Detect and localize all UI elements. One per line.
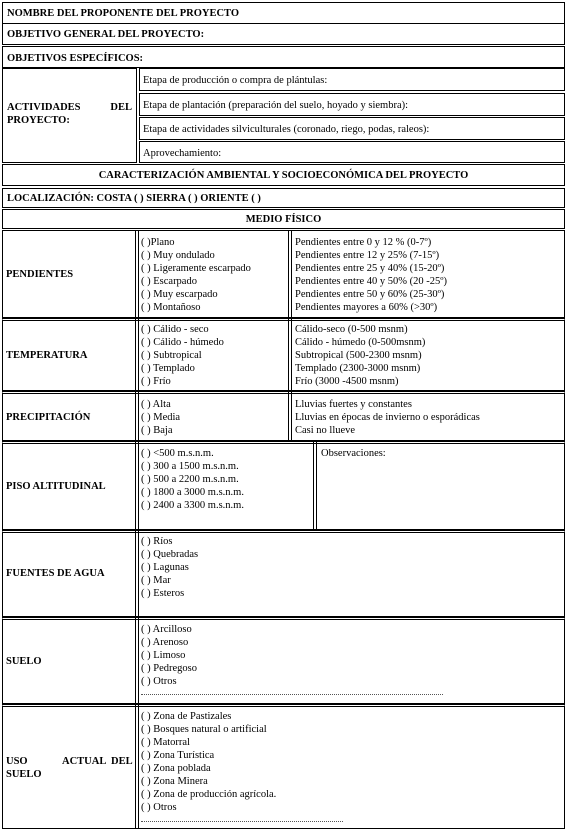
uso-option[interactable]: ( ) Zona poblada xyxy=(141,763,211,774)
piso-altitudinal-label: PISO ALTITUDINAL xyxy=(6,481,106,492)
pendientes-range: Pendientes entre 0 y 12 % (0-7º) xyxy=(295,237,432,248)
suelo-option[interactable]: ( ) Arenoso xyxy=(141,637,189,648)
actividades-label-line2: PROYECTO: xyxy=(7,115,70,126)
etapa-row-1 xyxy=(139,68,565,91)
piso-options xyxy=(141,447,244,512)
precipitacion-option[interactable]: ( ) Media xyxy=(141,412,181,423)
piso-option[interactable]: ( ) 2400 a 3300 m.s.n.m. xyxy=(141,500,244,511)
proponente-row xyxy=(2,2,565,24)
piso-option[interactable]: ( ) <500 m.s.n.m. xyxy=(141,448,214,459)
etapa-row-3 xyxy=(139,117,565,140)
actividades-label-left: ACTIVIDADES xyxy=(7,102,81,113)
temperatura-option[interactable]: ( ) Cálido - seco xyxy=(141,324,209,335)
caracterizacion-title: CARACTERIZACIÓN AMBIENTAL Y SOCIOECONÓMICA DEL PROYECTO xyxy=(98,170,469,181)
pendientes-range: Pendientes entre 40 y 50% (20 -25º) xyxy=(295,276,447,287)
etapa-2-label: Etapa de plantación (preparación del suelo, hoyado y siembra): xyxy=(143,100,409,111)
pendientes-label: PENDIENTES xyxy=(6,269,74,280)
medio-fisico-title: MEDIO FÍSICO xyxy=(245,214,322,225)
pendientes-range: Pendientes mayores a 60% (>30º) xyxy=(295,302,438,313)
piso-option[interactable]: ( ) 300 a 1500 m.s.n.m. xyxy=(141,461,239,472)
piso-divider-2 xyxy=(313,441,317,530)
proponente-label: NOMBRE DEL PROPONENTE DEL PROYECTO xyxy=(7,8,240,19)
fuentes-divider xyxy=(135,530,139,617)
pendientes-range: Pendientes entre 25 y 40% (15-20º) xyxy=(295,263,445,274)
pendientes-divider-1 xyxy=(135,230,139,318)
uso-fill-line[interactable] xyxy=(141,821,343,822)
temperatura-option[interactable]: ( ) Templado xyxy=(141,363,195,374)
pendientes-option[interactable]: ( ) Ligeramente escarpado xyxy=(141,263,251,274)
temperatura-options xyxy=(141,323,224,388)
temperatura-option[interactable]: ( ) Cálido - húmedo xyxy=(141,337,224,348)
uso-label-mid: ACTUAL xyxy=(62,756,107,767)
uso-label-line2: SUELO xyxy=(6,769,42,780)
fuentes-option[interactable]: ( ) Esteros xyxy=(141,588,185,599)
pendientes-option[interactable]: ( ) Montañoso xyxy=(141,302,201,313)
objetivos-especificos-row xyxy=(2,46,565,68)
temperatura-range: Subtropical (500-2300 msnm) xyxy=(295,350,422,361)
precipitacion-options xyxy=(141,398,180,437)
temperatura-range: Frío (3000 -4500 msnm) xyxy=(295,376,399,387)
suelo-label: SUELO xyxy=(6,656,42,667)
pendientes-range: Pendientes entre 50 y 60% (25-30º) xyxy=(295,289,445,300)
precipitacion-divider-1 xyxy=(135,391,139,441)
precipitacion-range: Casi no llueve xyxy=(295,425,356,436)
uso-option[interactable]: ( ) Zona Turística xyxy=(141,750,215,761)
caracterizacion-row xyxy=(2,164,565,186)
fuentes-option[interactable]: ( ) Quebradas xyxy=(141,549,199,560)
fuentes-options xyxy=(141,535,198,600)
pendientes-range: Pendientes entre 12 y 25% (7-15º) xyxy=(295,250,440,261)
temperatura-option[interactable]: ( ) Frío xyxy=(141,376,171,387)
pendientes-option[interactable]: ( ) Muy escarpado xyxy=(141,289,218,300)
medio-fisico-row xyxy=(2,209,565,229)
pendientes-option[interactable]: ( ) Muy ondulado xyxy=(141,250,215,261)
pendientes-ranges xyxy=(295,236,447,314)
localizacion-row xyxy=(2,188,565,208)
etapa-4-label: Aprovechamiento: xyxy=(143,148,222,159)
uso-divider xyxy=(135,704,139,829)
temperatura-ranges xyxy=(295,323,425,388)
suelo-option[interactable]: ( ) Limoso xyxy=(141,650,186,661)
precipitacion-range: Lluvias fuertes y constantes xyxy=(295,399,412,410)
temperatura-label: TEMPERATURA xyxy=(6,350,88,361)
pendientes-section xyxy=(2,230,565,318)
objetivo-general-row xyxy=(2,23,565,45)
uso-options xyxy=(141,710,276,814)
etapa-3-label: Etapa de actividades silviculturales (coronado, riego, podas, raleos): xyxy=(143,124,430,135)
etapa-1-label: Etapa de producción o compra de plántulas: xyxy=(143,75,328,86)
suelo-section xyxy=(2,617,565,704)
pendientes-option[interactable]: ( )Plano xyxy=(141,237,175,248)
suelo-divider xyxy=(135,617,139,704)
objetivos-especificos-label: OBJETIVOS ESPECÍFICOS: xyxy=(7,53,144,64)
uso-label-right: DEL xyxy=(111,756,133,767)
piso-option[interactable]: ( ) 1800 a 3000 m.s.n.m. xyxy=(141,487,244,498)
actividades-label-cell xyxy=(2,68,137,163)
piso-option[interactable]: ( ) 500 a 2200 m.s.n.m. xyxy=(141,474,239,485)
precipitacion-option[interactable]: ( ) Alta xyxy=(141,399,171,410)
piso-divider-1 xyxy=(135,441,139,530)
fuentes-agua-label: FUENTES DE AGUA xyxy=(6,568,105,579)
suelo-options xyxy=(141,623,197,688)
suelo-option[interactable]: ( ) Arcilloso xyxy=(141,624,192,635)
observaciones-label[interactable]: Observaciones: xyxy=(321,448,386,459)
temperatura-range: Cálido-seco (0-500 msnm) xyxy=(295,324,408,335)
fuentes-option[interactable]: ( ) Lagunas xyxy=(141,562,189,573)
uso-option[interactable]: ( ) Matorral xyxy=(141,737,190,748)
objetivo-general-label: OBJETIVO GENERAL DEL PROYECTO: xyxy=(7,29,205,40)
precipitacion-range: Lluvias en épocas de invierno o esporádicas xyxy=(295,412,480,423)
pendientes-options xyxy=(141,236,251,314)
pendientes-option[interactable]: ( ) Escarpado xyxy=(141,276,197,287)
precipitacion-divider-2 xyxy=(288,391,292,441)
suelo-option[interactable]: ( ) Otros xyxy=(141,676,177,687)
localizacion-label: LOCALIZACIÓN: COSTA ( ) SIERRA ( ) ORIENTE ( ) xyxy=(7,193,261,204)
temperatura-divider-1 xyxy=(135,318,139,391)
precipitacion-option[interactable]: ( ) Baja xyxy=(141,425,173,436)
etapa-row-2 xyxy=(139,93,565,116)
pendientes-divider-2 xyxy=(288,230,292,318)
actividades-label-right: DEL xyxy=(110,102,132,113)
uso-option[interactable]: ( ) Otros xyxy=(141,802,177,813)
uso-option[interactable]: ( ) Zona Minera xyxy=(141,776,208,787)
temperatura-option[interactable]: ( ) Subtropical xyxy=(141,350,202,361)
precipitacion-label: PRECIPITACIÓN xyxy=(6,412,91,423)
fuentes-option[interactable]: ( ) Mar xyxy=(141,575,171,586)
temperatura-range: Cálido - húmedo (0-500msnm) xyxy=(295,337,426,348)
suelo-option[interactable]: ( ) Pedregoso xyxy=(141,663,197,674)
uso-option[interactable]: ( ) Bosques natural o artificial xyxy=(141,724,267,735)
etapa-row-4 xyxy=(139,141,565,163)
temperatura-divider-2 xyxy=(288,318,292,391)
suelo-fill-line[interactable] xyxy=(141,694,443,695)
uso-option[interactable]: ( ) Zona de producción agrícola. xyxy=(141,789,277,800)
fuentes-option[interactable]: ( ) Ríos xyxy=(141,536,173,547)
precipitacion-ranges xyxy=(295,398,480,437)
temperatura-range: Templado (2300-3000 msnm) xyxy=(295,363,421,374)
uso-label-left: USO xyxy=(6,756,28,767)
uso-option[interactable]: ( ) Zona de Pastizales xyxy=(141,711,232,722)
